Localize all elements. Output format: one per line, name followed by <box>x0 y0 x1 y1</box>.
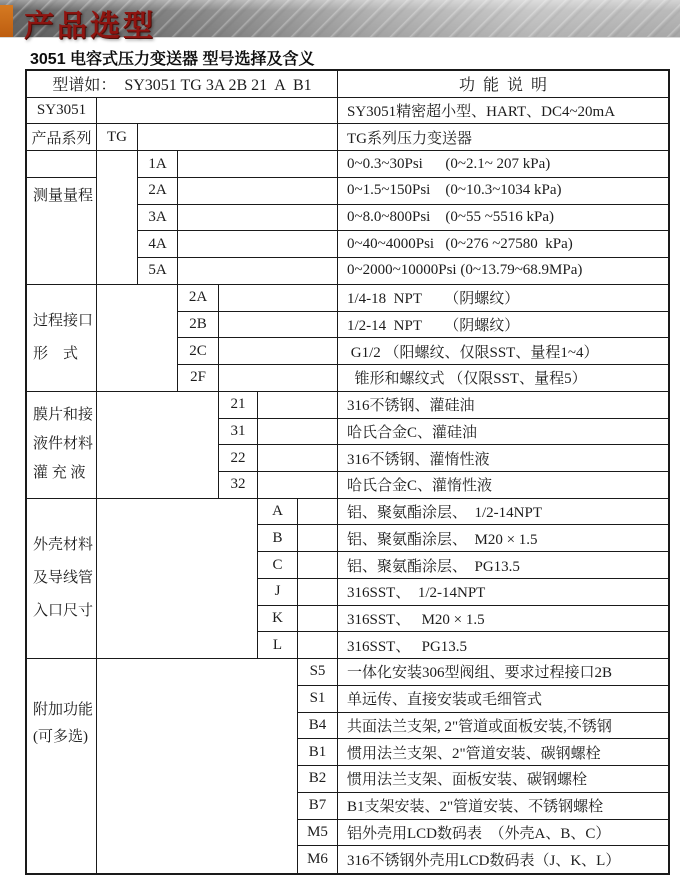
code-cell: M5 <box>298 820 338 847</box>
code-cell: M6 <box>298 846 338 873</box>
code-cell: S5 <box>298 659 338 686</box>
code-cell: B1 <box>298 739 338 766</box>
code-cell: B <box>258 525 298 552</box>
desc-cell: 316SST、 M20 × 1.5 <box>338 606 668 633</box>
code-cell: B7 <box>298 793 338 820</box>
code-cell: 5A <box>138 258 178 285</box>
desc-cell: 惯用法兰支架、面板安装、碳钢螺栓 <box>338 766 668 793</box>
code-cell: C <box>258 552 298 579</box>
desc-cell: 哈氏合金C、灌硅油 <box>338 419 668 446</box>
code-cell: 21 <box>219 392 258 419</box>
empty-cell <box>178 205 338 232</box>
section-label-line: 液件材料 <box>33 436 94 453</box>
desc-cell: 铝外壳用LCD数码表 （外壳A、B、C） <box>338 820 668 847</box>
empty-cell <box>97 285 178 392</box>
section-label-housing <box>27 499 97 659</box>
section-label-line: 过程接口 <box>33 312 94 329</box>
code-cell: 22 <box>219 445 258 472</box>
desc-cell: 惯用法兰支架、2"管道安装、碳钢螺栓 <box>338 739 668 766</box>
empty-cell <box>219 365 338 392</box>
empty-cell <box>298 632 338 659</box>
desc-cell: 316SST、 PG13.5 <box>338 632 668 659</box>
empty-cell <box>298 499 338 526</box>
page-title: 产品选型 <box>24 10 156 43</box>
empty-cell <box>219 338 338 365</box>
desc-cell: 1/4-18 NPT （阴螺纹） <box>338 285 668 312</box>
empty-cell <box>298 579 338 606</box>
code-cell: 3A <box>138 205 178 232</box>
code-cell: 4A <box>138 231 178 258</box>
section-label-options <box>27 659 97 873</box>
desc-cell: 0~0.3~30Psi (0~2.1~ 207 kPa) <box>338 151 668 178</box>
desc-cell: 316不锈钢、灌硅油 <box>338 392 668 419</box>
empty-cell <box>97 659 298 873</box>
section-label-line: 膜片和接 <box>33 407 94 424</box>
section-label-series: 产品系列 <box>27 124 97 151</box>
empty-cell <box>97 98 338 125</box>
empty-cell <box>97 392 219 499</box>
section-label-line: 附加功能 <box>33 702 94 719</box>
desc-cell: 一体化安装306型阀组、要求过程接口2B <box>338 659 668 686</box>
empty-cell <box>219 312 338 339</box>
code-cell: 2A <box>138 178 178 205</box>
desc-cell: 铝、聚氨酯涂层、 M20 × 1.5 <box>338 525 668 552</box>
desc-cell: 哈氏合金C、灌惰性液 <box>338 472 668 499</box>
empty-cell <box>138 124 338 151</box>
code-cell: J <box>258 579 298 606</box>
desc-cell: 单远传、直接安装或毛细管式 <box>338 686 668 713</box>
desc-cell: TG系列压力变送器 <box>338 124 668 151</box>
desc-cell: 共面法兰支架, 2"管道或面板安装,不锈钢 <box>338 713 668 740</box>
desc-cell: 0~2000~10000Psi (0~13.79~68.9MPa) <box>338 258 668 285</box>
desc-cell: 1/2-14 NPT （阴螺纹） <box>338 312 668 339</box>
desc-cell: SY3051精密超小型、HART、DC4~20mA <box>338 98 668 125</box>
desc-cell: 316不锈钢、灌惰性液 <box>338 445 668 472</box>
table-subtitle: 3051 电容式压力变送器 型号选择及含义 <box>30 51 315 68</box>
empty-cell <box>258 392 338 419</box>
model-selection-table <box>25 69 670 875</box>
desc-cell: 铝、聚氨酯涂层、 1/2-14NPT <box>338 499 668 526</box>
desc-cell: G1/2 （阳螺纹、仅限SST、量程1~4） <box>338 338 668 365</box>
code-cell: 1A <box>138 151 178 178</box>
desc-cell: 0~40~4000Psi (0~276 ~27580 kPa) <box>338 231 668 258</box>
empty-cell <box>178 178 338 205</box>
orange-accent-bar <box>0 5 13 37</box>
empty-cell <box>178 231 338 258</box>
section-label-process <box>27 285 97 392</box>
section-label-line: 外壳材料 <box>33 536 94 553</box>
empty-cell <box>178 151 338 178</box>
empty-cell <box>298 525 338 552</box>
function-header-cell: 功 能 说 明 <box>338 71 668 98</box>
header-banner <box>0 0 680 43</box>
section-label-line: 灌 充 液 <box>33 465 86 482</box>
section-label-line: 及导线管 <box>33 569 94 586</box>
code-cell: 31 <box>219 419 258 446</box>
empty-cell <box>219 285 338 312</box>
empty-cell <box>298 552 338 579</box>
empty-cell <box>298 606 338 633</box>
desc-cell: 0~8.0~800Psi (0~55 ~5516 kPa) <box>338 205 668 232</box>
code-cell: TG <box>97 124 138 151</box>
desc-cell: 锥形和螺纹式 （仅限SST、量程5） <box>338 365 668 392</box>
section-label-line: 形 式 <box>33 345 79 362</box>
spec-header-cell: 型谱如： SY3051 TG 3A 2B 21 A B1 <box>27 71 338 98</box>
code-cell: B2 <box>298 766 338 793</box>
empty-cell <box>178 258 338 285</box>
desc-cell: 316不锈钢外壳用LCD数码表（J、K、L） <box>347 853 621 870</box>
desc-cell: 316SST、 1/2-14NPT <box>338 579 668 606</box>
empty-cell <box>97 499 258 659</box>
code-cell: 2A <box>178 285 219 312</box>
empty-cell <box>258 419 338 446</box>
empty-cell <box>27 151 97 178</box>
model-label: SY3051 <box>27 98 97 125</box>
section-label-membrane <box>27 392 97 499</box>
code-cell: 2C <box>178 338 219 365</box>
code-cell: S1 <box>298 686 338 713</box>
code-cell: 2B <box>178 312 219 339</box>
code-cell: 32 <box>219 472 258 499</box>
empty-cell <box>97 151 138 285</box>
code-cell: K <box>258 606 298 633</box>
desc-cell: B1支架安装、2"管道安装、不锈钢螺栓 <box>338 793 668 820</box>
desc-cell: 铝、聚氨酯涂层、 PG13.5 <box>338 552 668 579</box>
empty-cell <box>258 445 338 472</box>
code-cell: L <box>258 632 298 659</box>
section-label-range: 测量量程 <box>27 178 97 285</box>
section-label-line: (可多选) <box>33 729 88 746</box>
code-cell: B4 <box>298 713 338 740</box>
code-cell: A <box>258 499 298 526</box>
code-cell: 2F <box>178 365 219 392</box>
section-label-line: 入口尺寸 <box>33 602 94 619</box>
desc-cell: 0~1.5~150Psi (0~10.3~1034 kPa) <box>338 178 668 205</box>
empty-cell <box>258 472 338 499</box>
